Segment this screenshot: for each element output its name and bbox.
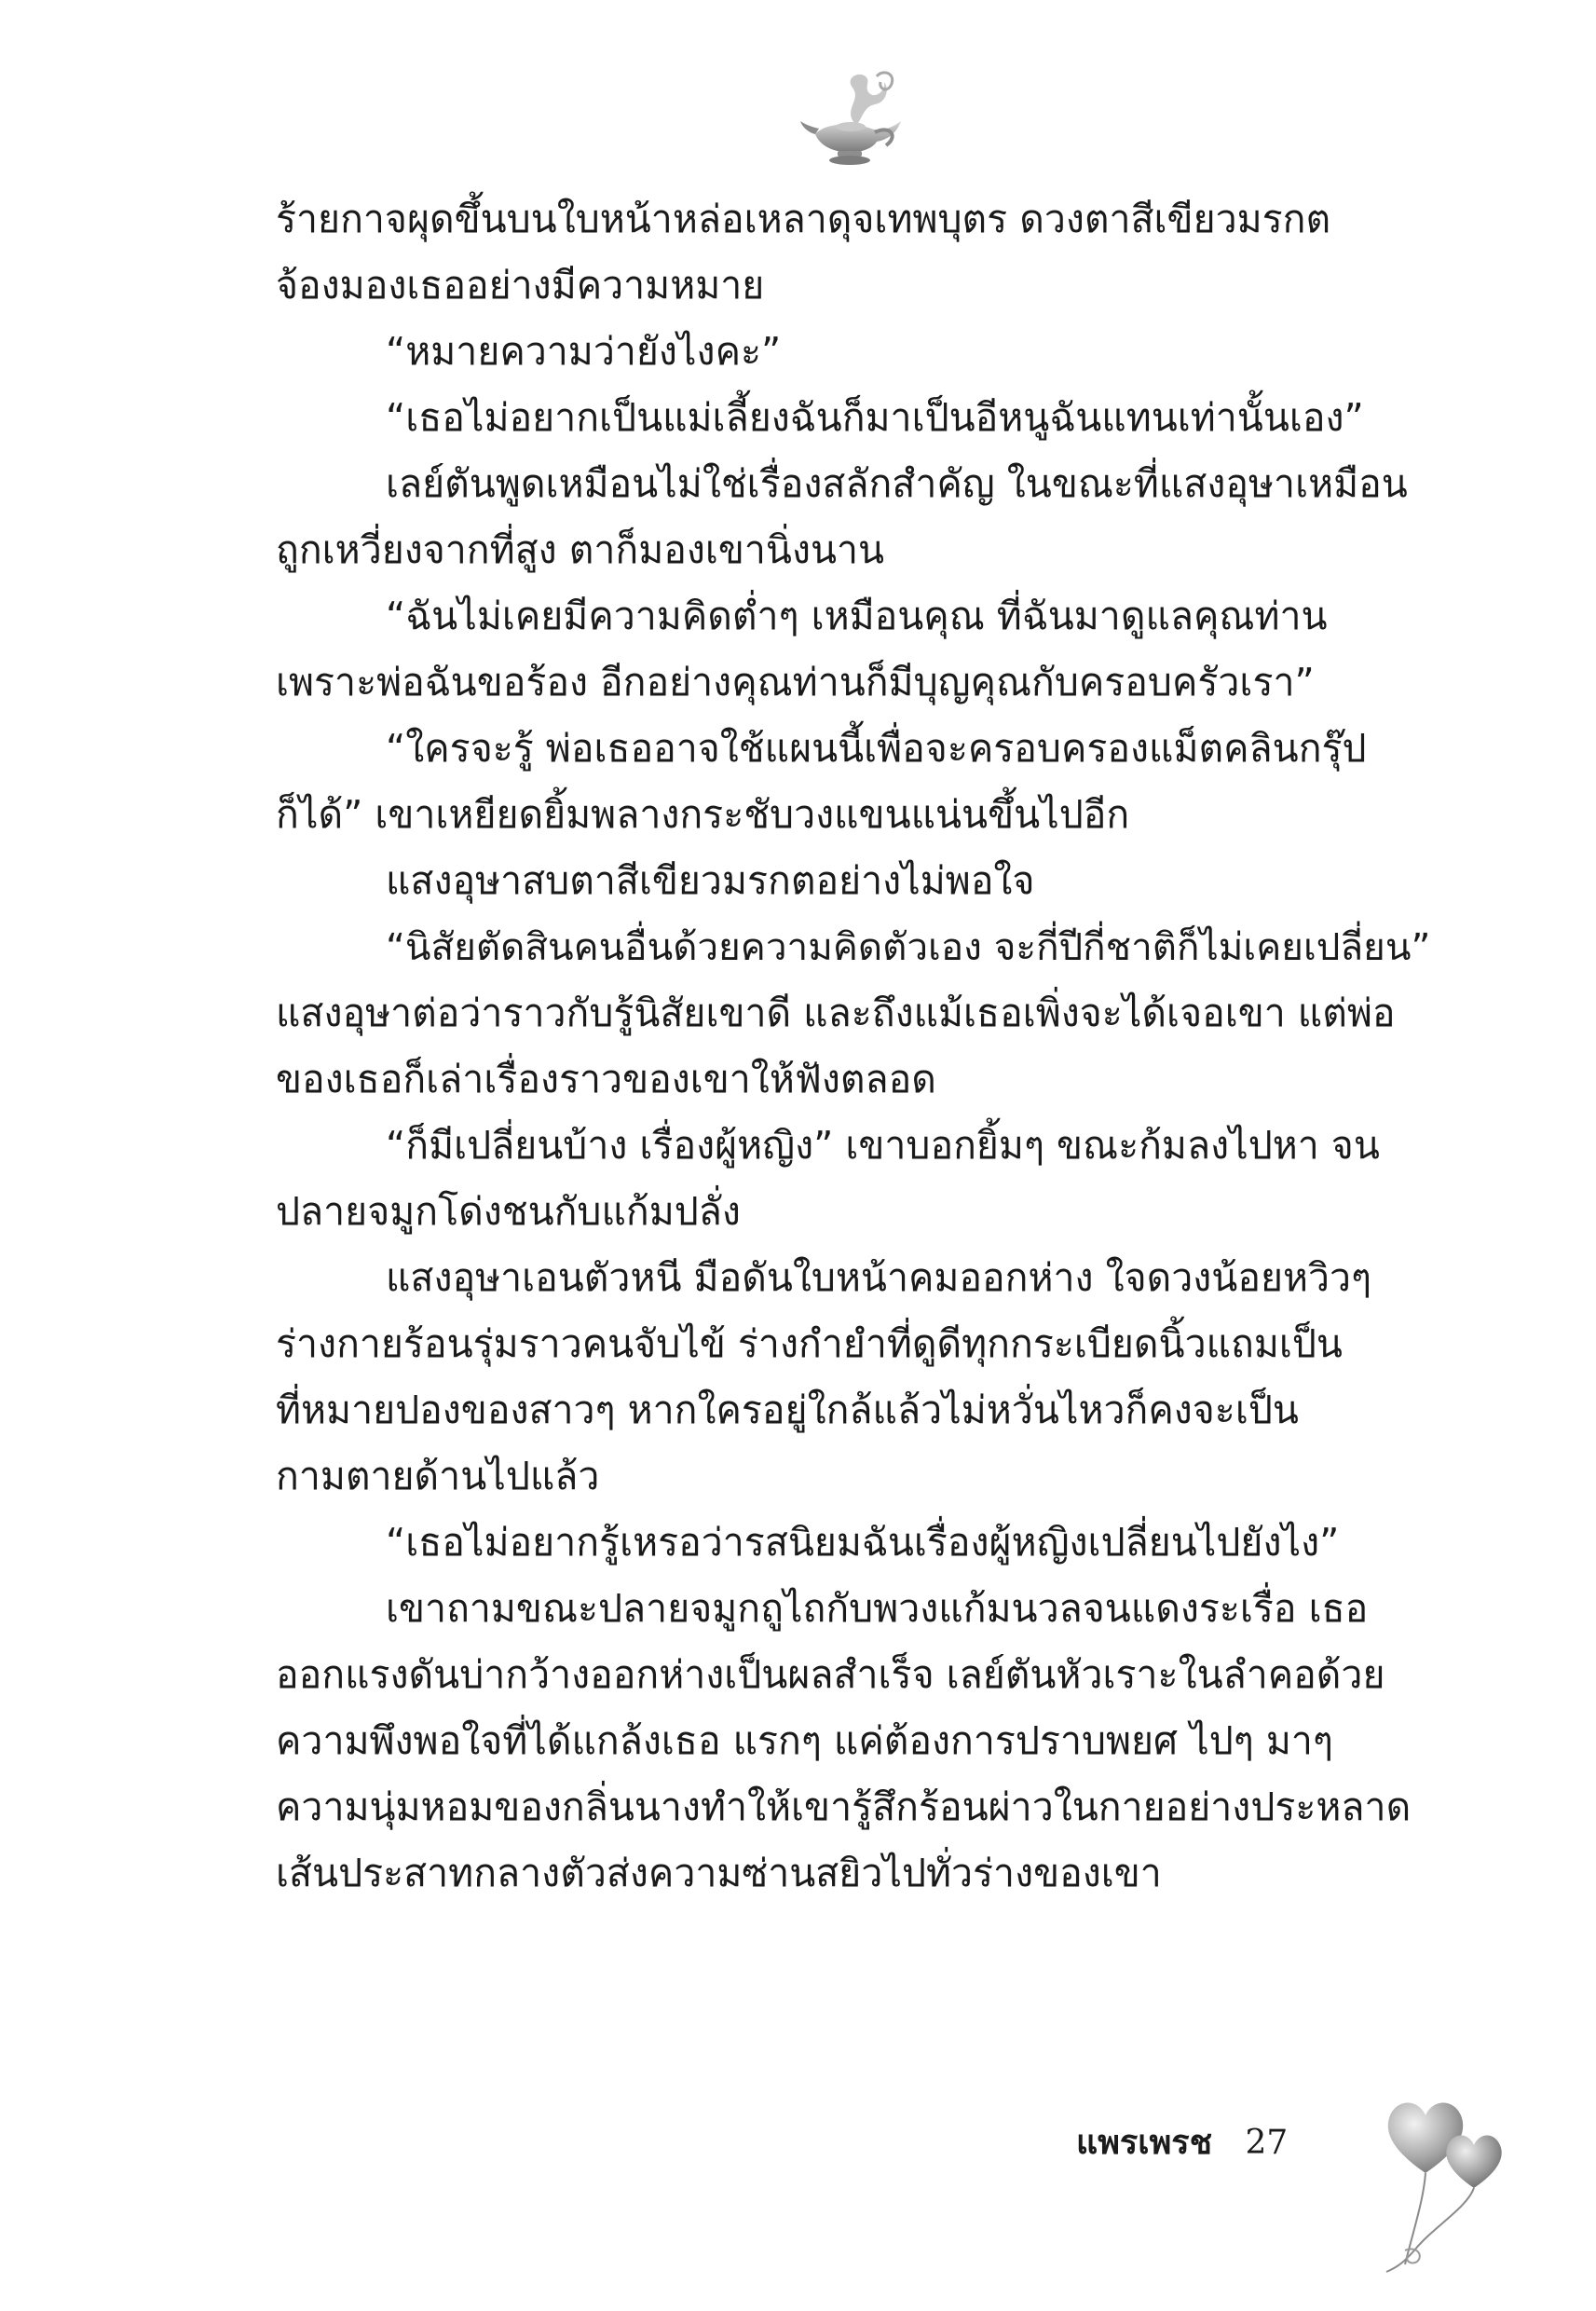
body-text <box>276 186 1431 1907</box>
text-line: จ้องมองเธออย่างมีความหมาย <box>276 263 765 308</box>
page-footer <box>1076 2115 1288 2171</box>
text-line: “ก็มีเปลี่ยนบ้าง เรื่องผู้หญิง” เขาบอกยิ้มๆ ขณะก้มลงไปหา จน <box>386 1123 1380 1168</box>
text-line: ออกแรงดันบ่ากว้างออกห่างเป็นผลสำเร็จ เลย์ตันหัวเราะในลำคอด้วย <box>276 1652 1385 1697</box>
text-line: เขาถามขณะปลายจมูกถูไถกับพวงแก้มนวลจนแดงระเรื่อ เธอ <box>386 1586 1369 1631</box>
text-line: “หมายความว่ายังไงคะ” <box>386 329 782 374</box>
genie-lamp-icon <box>797 67 908 170</box>
page-number: 27 <box>1245 2124 1289 2162</box>
text-line: ถูกเหวี่ยงจากที่สูง ตาก็มองเขานิ่งนาน <box>276 527 885 572</box>
text-line: ปลายจมูกโด่งชนกับแก้มปลั่ง <box>276 1189 741 1234</box>
text-line: ความพึงพอใจที่ได้แกล้งเธอ แรกๆ แค่ต้องการปราบพยศ ไปๆ มาๆ <box>276 1718 1333 1763</box>
text-line: “ใครจะรู้ พ่อเธออาจใช้แผนนี้เพื่อจะครอบครองแม็ตคลินกรุ๊ป <box>386 726 1367 771</box>
text-line: เส้นประสาทกลางตัวส่งความซ่านสยิวไปทั่วร่างของเขา <box>276 1851 1162 1895</box>
text-line: เลย์ตันพูดเหมือนไม่ใช่เรื่องสลักสำคัญ ในขณะที่แสงอุษาเหมือน <box>386 461 1408 506</box>
heart-balloons-icon <box>1377 2087 1517 2274</box>
text-line: “นิสัยตัดสินคนอื่นด้วยความคิดตัวเอง จะกี่ปีกี่ชาติก็ไม่เคยเปลี่ยน” <box>386 924 1431 969</box>
text-line: ของเธอก็เล่าเรื่องราวของเขาให้ฟังตลอด <box>276 1057 936 1101</box>
book-title: แพรเพรช <box>1076 2124 1213 2162</box>
text-line: ที่หมายปองของสาวๆ หากใครอยู่ใกล้แล้วไม่หวั่นไหวก็คงจะเป็น <box>276 1388 1299 1432</box>
text-line: เพราะพ่อฉันขอร้อง อีกอย่างคุณท่านก็มีบุญคุณกับครอบครัวเรา” <box>276 660 1315 704</box>
text-line: แสงอุษาเอนตัวหนี มือดันใบหน้าคมออกห่าง ใจดวงน้อยหวิวๆ <box>386 1255 1372 1300</box>
text-line: ก็ได้” เขาเหยียดยิ้มพลางกระชับวงแขนแน่นขึ้นไปอีก <box>276 792 1130 837</box>
text-line: “เธอไม่อยากรู้เหรอว่ารสนิยมฉันเรื่องผู้หญิงเปลี่ยนไปยังไง” <box>386 1520 1340 1565</box>
text-line: ร้ายกาจผุดขึ้นบนใบหน้าหล่อเหลาดุจเทพบุตร ดวงตาสีเขียวมรกต <box>276 197 1331 241</box>
text-line: “เธอไม่อยากเป็นแม่เลี้ยงฉันก็มาเป็นอีหนูฉันแทนเท่านั้นเอง” <box>386 395 1364 440</box>
text-line: กามตายด้านไปแล้ว <box>276 1454 600 1498</box>
text-line: แสงอุษาสบตาสีเขียวมรกตอย่างไม่พอใจ <box>386 858 1035 903</box>
text-line: “ฉันไม่เคยมีความคิดต่ำๆ เหมือนคุณ ที่ฉันมาดูแลคุณท่าน <box>386 594 1328 638</box>
text-line: ร่างกายร้อนรุ่มราวคนจับไข้ ร่างกำยำที่ดูดีทุกกระเบียดนิ้วแถมเป็น <box>276 1321 1343 1366</box>
text-line: ความนุ่มหอมของกลิ่นนางทำให้เขารู้สึกร้อนผ่าวในกายอย่างประหลาด <box>276 1785 1412 1829</box>
text-line: แสงอุษาต่อว่าราวกับรู้นิสัยเขาดี และถึงแม้เธอเพิ่งจะได้เจอเขา แต่พ่อ <box>276 991 1396 1035</box>
